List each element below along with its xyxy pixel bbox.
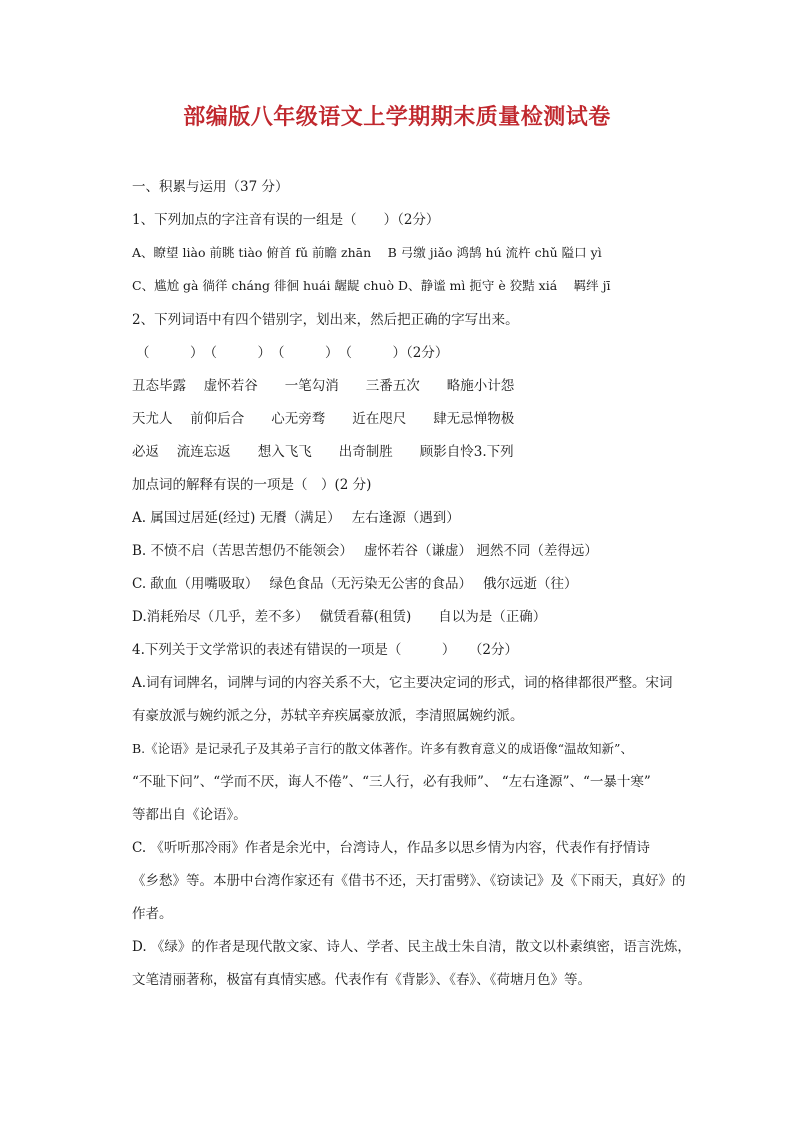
- question-3-option-b: B. 不愤不启（苦思苦想仍不能领会） 虚怀若谷（谦虚） 迥然不同（差得远）: [132, 543, 598, 559]
- question-3-stem: 加点词的解释有误的一项是（ ）(2 分): [132, 477, 372, 493]
- question-1-options-cd: C、尴尬 gà 徜徉 cháng 徘徊 huái 龌龊 chuò D、静谧 mì 扼守 è 狡黠 xiá 羁绊 jī: [132, 278, 611, 293]
- question-4-option-c-line-2: 《乡愁》等。本册中台湾作家还有《借书不还，天打雷劈》、《窃读记》及《下雨天，真好》的: [132, 873, 686, 889]
- question-4-option-c-line-1: C. 《听听那冷雨》作者是余光中，台湾诗人，作品多以思乡情为内容，代表作有抒情诗: [132, 840, 650, 856]
- section-heading: 一、积累与运用（37 分）: [132, 179, 289, 195]
- question-1-stem: 1、下列加点的字注音有误的一组是（ ）（2分）: [132, 212, 440, 228]
- exam-title: 部编版八年级语文上学期期末质量检测试卷: [183, 105, 611, 130]
- question-4-option-b-line-1: B.《论语》是记录孔子及其弟子言行的散文体著作。许多有教育意义的成语像“温故知新”、: [132, 741, 633, 756]
- question-2-blanks: （ ） （ ） （ ） （ ）（2分）: [136, 345, 449, 361]
- question-4-option-b-line-2: “不耻下问”、“学而不厌，诲人不倦”、“三人行，必有我师”、 “左右逢源”、“一暴十寒”: [132, 774, 651, 790]
- question-2-row-3: 必返 流连忘返 想入飞飞 出奇制胜 顾影自怜3.下列: [132, 444, 514, 460]
- question-4-option-a-line-1: A.词有词牌名，词牌与词的内容关系不大，它主要决定词的形式，词的格律都很严整。宋词: [132, 675, 673, 691]
- question-4-option-c-line-3: 作者。: [132, 906, 173, 922]
- question-3-option-c: C. 歃血（用嘴吸取） 绿色食品（无污染无公害的食品） 俄尔远逝（往）: [132, 576, 578, 592]
- question-2-row-2: 天尤人 前仰后合 心无旁骛 近在咫尺 肆无忌惮物极: [132, 411, 515, 427]
- question-3-option-a: A. 属国过居延(经过) 无餍（满足） 左右逢源（遇到）: [132, 510, 460, 526]
- question-4-stem: 4.下列关于文学常识的表述有错误的一项是（ ） （2分）: [132, 642, 518, 658]
- question-4-option-a-line-2: 有豪放派与婉约派之分，苏轼辛弃疾属豪放派，李清照属婉约派。: [132, 708, 524, 724]
- question-4-option-b-line-3: 等都出自《论语》。: [132, 807, 247, 823]
- question-2-row-1: 丑态毕露 虚怀若谷 一笔勾消 三番五次 略施小计怨: [132, 378, 515, 394]
- question-4-option-d-line-1: D. 《绿》的作者是现代散文家、诗人、学者、民主战士朱自清，散文以朴素缜密，语言洗炼，: [132, 939, 691, 955]
- question-4-option-d-line-2: 文笔清丽著称，极富有真情实感。代表作有《背影》、《春》、《荷塘月色》等。: [132, 972, 591, 988]
- question-3-option-d: D.消耗殆尽（几乎，差不多） 僦赁看幕(租赁) 自以为是（正确）: [132, 609, 547, 625]
- question-2-stem: 2、下列词语中有四个错别字，划出来，然后把正确的字写出来。: [132, 312, 519, 328]
- question-1-options-ab: A、瞭望 liào 前眺 tiào 俯首 fǔ 前瞻 zhān B 弓缴 jiǎo 鸿鹄 hú 流杵 chǔ 隘口 yì: [132, 245, 602, 260]
